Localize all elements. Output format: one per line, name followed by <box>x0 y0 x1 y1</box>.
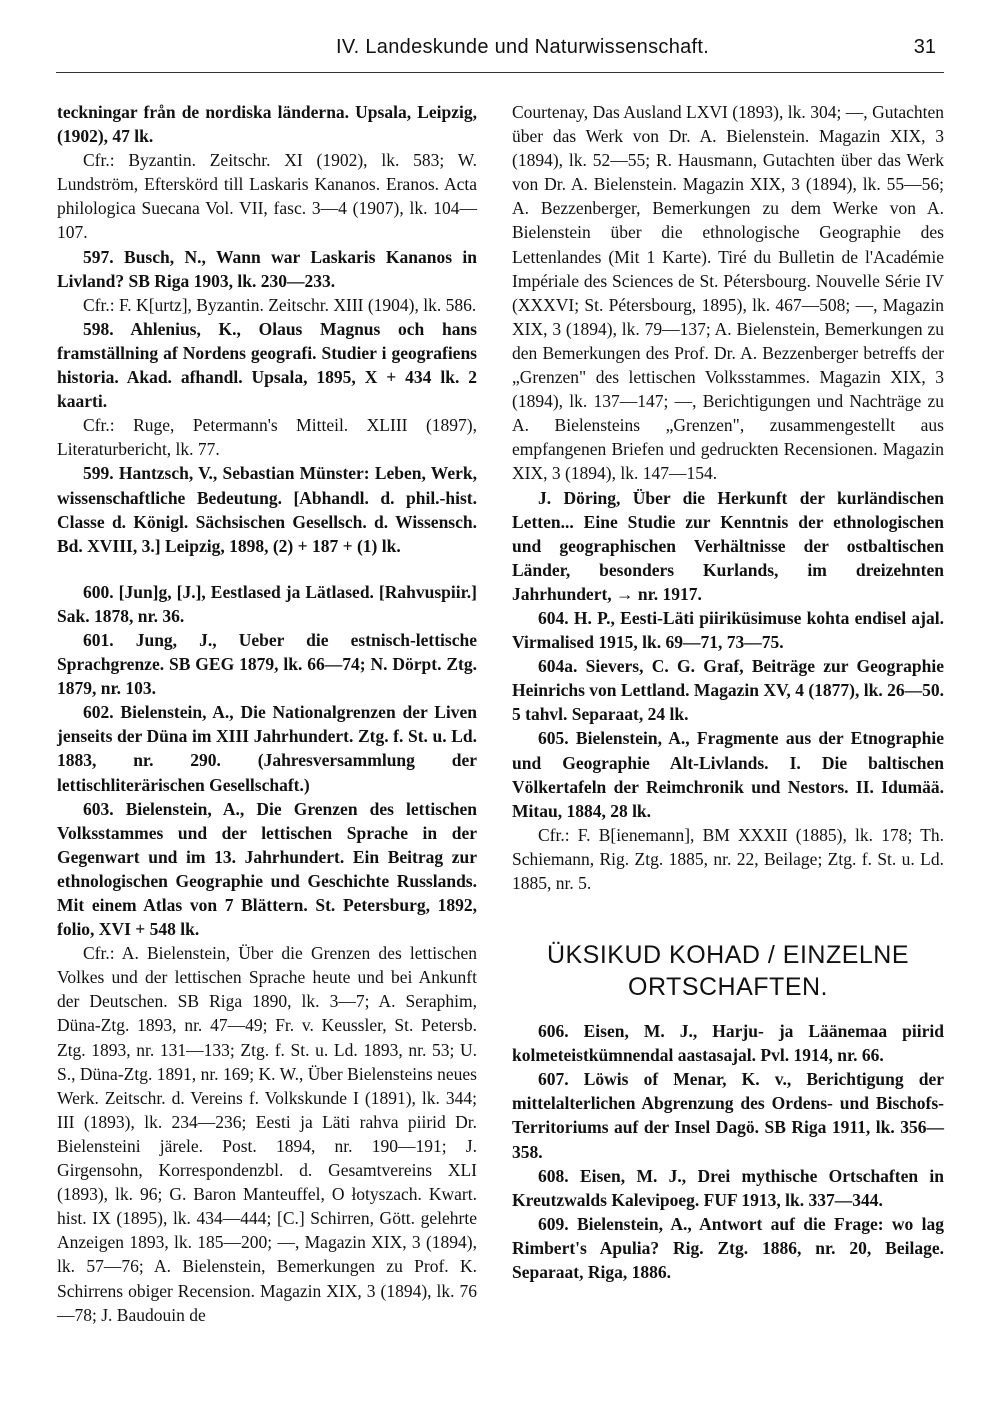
entry-599: 599. Hantzsch, V., Sebastian Münster: Leben, Werk, wissenschaftliche Bedeutung. [Abhandl. d. phil.-hist. Classe d. Königl. Sächsischen Gesellsch. d. Wissensch. Bd. XVIII, 3.] Leipzig, 1898, (2) + 187 + (1) lk. <box>57 463 477 556</box>
entry-reference-continuation: Courtenay, Das Ausland LXVI (1893), lk. 304; —, Gutachten über das Werk von Dr. A. Bielenstein. Magazin XIX, 3 (1894), lk. 52—55; R. Hausmann, Gutachten über das Werk von Dr. A. Bielenstein. Magazin XIX, 3 (1894), lk. 55—56; A. Bezzenberger, Bemerkungen zu dem Werke von A. Bielenstein über die ethnologische Geographie des Lettenlandes (Mit 1 Karte). Tiré du Bulletin de l'Académie Impériale des Sciences de St. Pétersbourg. Nouvelle Série IV (XXXVI; St. Pétersbourg, 1895), lk. 467—508; —, Magazin XIX, 3 (1894), lk. 79—137; A. Bielenstein, Bemerkungen zu den Bemerkungen des Prof. Dr. A. Bezzenberger betreffs der „Grenzen" des lettischen Volksstammes. Magazin XIX, 3 (1894), lk. 137—147; —, Berichtigungen und Nachträge zu A. Bielensteins „Grenzen", zusammengestellt aus empfangenen Briefen und gedruckten Recensionen. Magazin XIX, 3 (1894), lk. 147—154. <box>512 102 944 484</box>
spacer <box>57 558 477 580</box>
entry-reference: Cfr.: F. B[ienemann], BM XXXII (1885), lk. 178; Th. Schiemann, Rig. Ztg. 1885, nr. 22, Beilage; Ztg. f. St. u. Ld. 1885, nr. 5. <box>512 824 944 893</box>
entry-598: 598. Ahlenius, K., Olaus Magnus och hans framställning af Nordens geografi. Studier i geografiens historia. Akad. afhandl. Upsala, 1895, X + 434 lk. 2 kaarti. <box>57 318 477 412</box>
entry-604a: 604a. Sievers, C. G. Graf, Beiträge zur Geographie Heinrichs von Lettland. Magazin XV, 4 (1877), lk. 26—50. 5 tahvl. Separaat, 24 lk. <box>512 656 944 725</box>
entry-continuation: teckningar från de nordiska länderna. Upsala, Leipzig, (1902), 47 lk. <box>57 102 477 147</box>
entry-reference: Cfr.: Ruge, Petermann's Mitteil. XLIII (1897), Literaturbericht, lk. 77. <box>57 415 477 460</box>
entry-607: 607. Löwis of Menar, K. v., Berichtigung der mittelalterlichen Abgrenzung des Ordens- und Bischofs-Territoriums auf der Insel Dagö. SB Riga 1911, lk. 356—358. <box>512 1069 944 1162</box>
entry-606: 606. Eisen, M. J., Harju- ja Läänemaa piirid kolmeteistkümnendal aastasajal. Pvl. 1914, nr. 66. <box>512 1021 944 1066</box>
section-heading: ÜKSIKUD KOHAD / EINZELNE ORTSCHAFTEN. <box>546 941 910 1002</box>
entry-reference: Cfr.: Byzantin. Zeitschr. XI (1902), lk. 583; W. Lundström, Efterskörd till Laskaris Kananos. Eranos. Acta philologica Suecana Vol. VII, fasc. 3—4 (1907), lk. 104—107. <box>57 150 477 243</box>
entry-601: 601. Jung, J., Ueber die estnisch-lettische Sprachgrenze. SB GEG 1879, lk. 66—74; N. Dörpt. Ztg. 1879, nr. 103. <box>57 629 477 699</box>
entry-603: 603. Bielenstein, A., Die Grenzen des lettischen Volksstammes und der lettischen Sprache in der Gegenwart und im 13. Jahrhundert. Ein Beitrag zur ethnologischen Geographie und Geschichte Russlands. Mit einem Atlas von 7 Blättern. St. Petersburg, 1892, folio, XVI + 548 lk. <box>57 798 477 940</box>
entry-609: 609. Bielenstein, A., Antwort auf die Frage: wo lag Rimbert's Apulia? Rig. Ztg. 1886, nr. 20, Beilage. Separaat, Riga, 1886. <box>512 1213 944 1283</box>
left-column <box>57 100 477 1327</box>
entry-608: 608. Eisen, M. J., Drei mythische Ortschaften in Kreutzwalds Kalevipoeg. FUF 1913, lk. 337—344. <box>512 1165 944 1210</box>
page-header <box>56 32 944 73</box>
entry-reference: Cfr.: A. Bielenstein, Über die Grenzen des lettischen Volkes und der lettischen Sprache heute und bei Ankunft der Deutschen. SB Riga 1890, lk. 3—7; A. Seraphim, Düna-Ztg. 1893, nr. 47—49; Fr. v. Keussler, St. Petersb. Ztg. 1893, nr. 131—133; Ztg. f. St. u. Ld. 1893, nr. 53; U. S., Düna-Ztg. 1891, nr. 169; K. W., Über Bielensteins neues Werk. Zeitschr. d. Vereins f. Volkskunde I (1891), lk. 344; III (1893), lk. 234—236; Eesti ja Läti rahva piirid Dr. Bielensteini järele. Post. 1894, nr. 190—191; J. Girgensohn, Korrespondenzbl. d. Gesamtvereins XLI (1893), lk. 96; G. Baron Manteuffel, O łotyszach. Kwart. hist. IX (1895), lk. 434—444; [C.] Schirren, Gött. gelehrte Anzeigen 1893, lk. 185—200; —, Magazin XIX, 3 (1894), lk. 57—76; A. Bielenstein, Bemerkungen zu Prof. K. Schirrens obiger Recension. Magazin XIX, 3 (1894), lk. 76—78; J. Baudouin de <box>57 943 477 1325</box>
entry-604: 604. H. P., Eesti-Läti piiriküsimuse kohta endisel ajal. Virmalised 1915, lk. 69—71, 73—75. <box>512 607 944 653</box>
entry-602: 602. Bielenstein, A., Die Nationalgrenzen der Liven jenseits der Düna im XIII Jahrhundert. Ztg. f. St. u. Ld. 1883, nr. 290. (Jahresversammlung der lettischliterärischen Gesellschaft.) <box>57 702 477 795</box>
running-title: IV. Landeskunde und Naturwissenschaft. <box>336 36 710 58</box>
entry-doering: J. Döring, Über die Herkunft der kurländischen Letten... Eine Studie zur Kenntnis der ethnologischen und geographischen Verhältnisse der ostbaltischen Länder, besonders Kurlands, im dreizehnten Jahrhundert, → nr. 1917. <box>512 487 944 604</box>
entry-605: 605. Bielenstein, A., Fragmente aus der Etnographie und Geographie Alt-Livlands. I. Die baltischen Völkertafeln der Reimchronik und Nestors. II. Idumää. Mitau, 1884, 28 lk. <box>512 728 944 821</box>
entry-597: 597. Busch, N., Wann war Laskaris Kananos in Livland? SB Riga 1903, lk. 230—233. <box>57 246 477 291</box>
entry-600: 600. [Jun]g, [J.], Eestlased ja Lätlased. [Rahvuspiir.] Sak. 1878, nr. 36. <box>57 581 477 626</box>
right-column <box>512 100 944 1284</box>
page-number: 31 <box>913 36 936 58</box>
entry-reference: Cfr.: F. K[urtz], Byzantin. Zeitschr. XIII (1904), lk. 586. <box>83 294 477 315</box>
